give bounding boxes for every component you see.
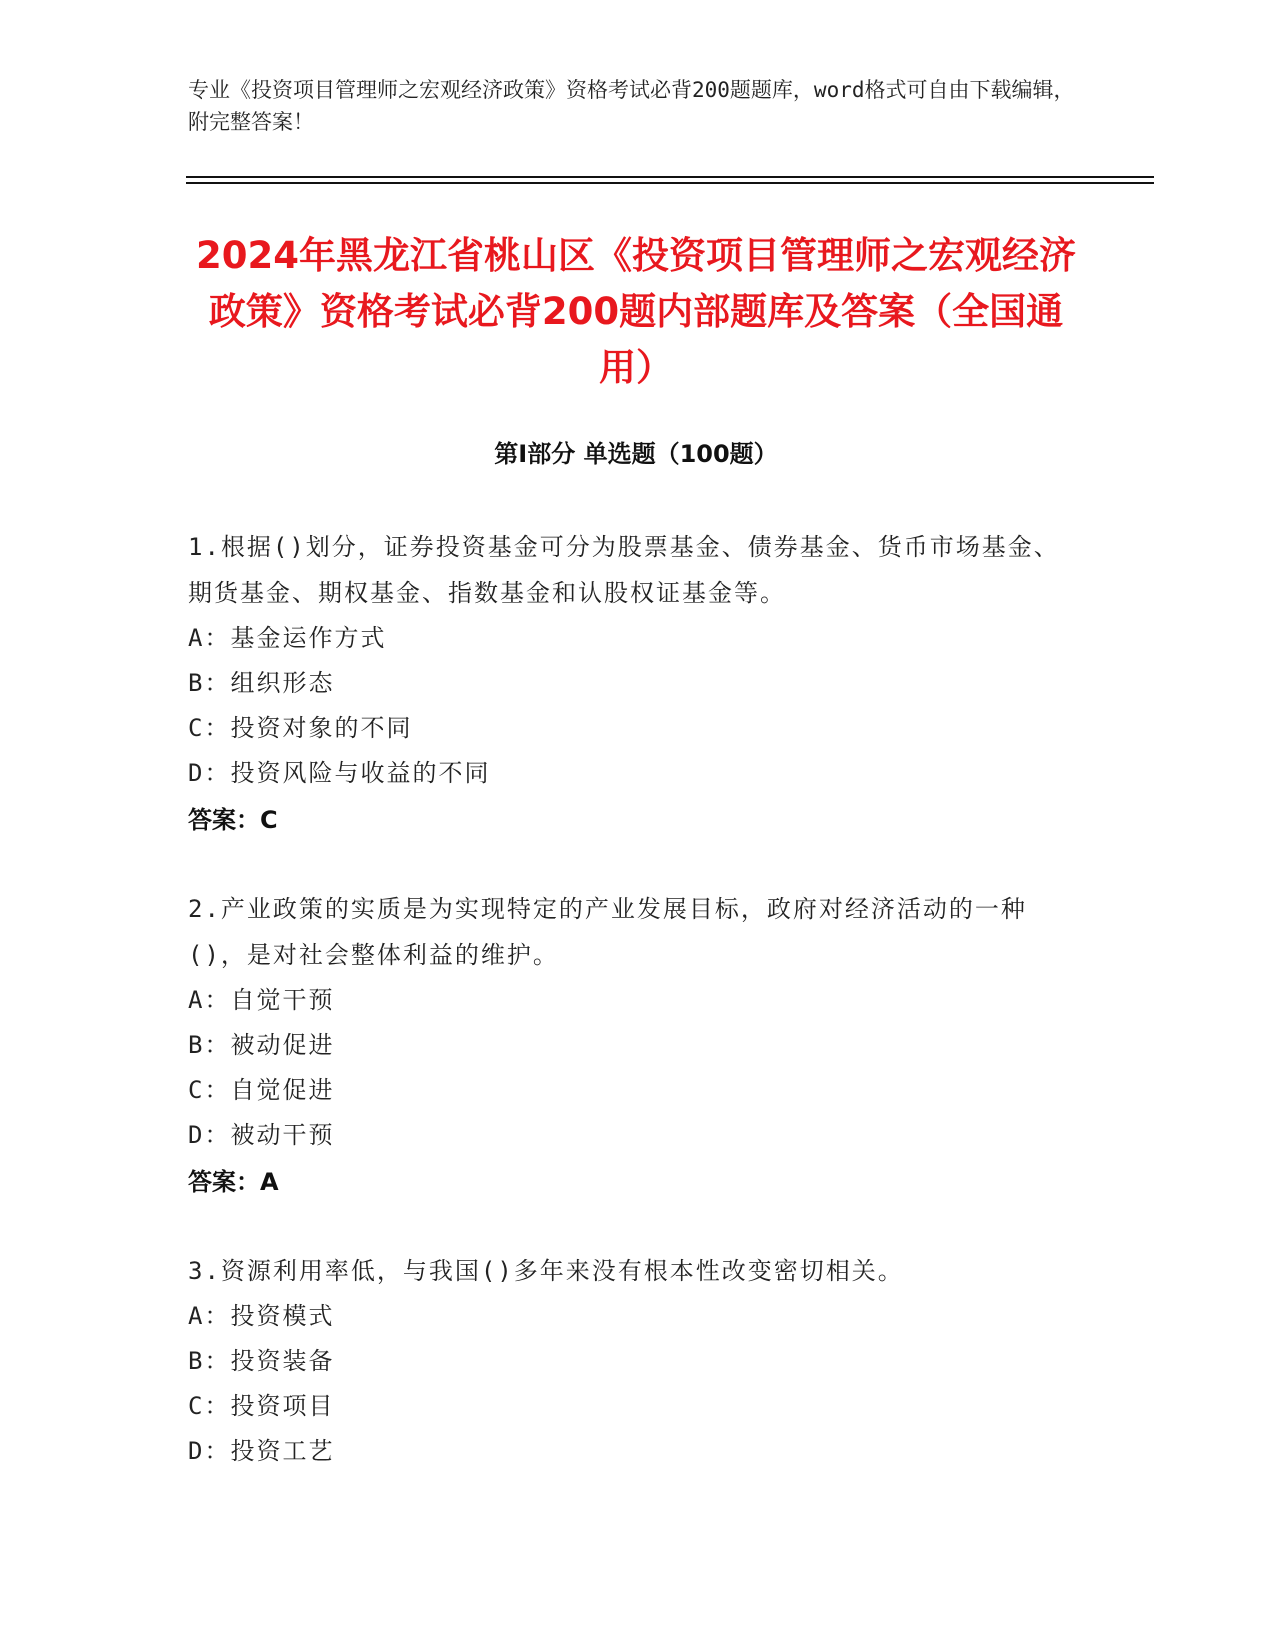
- section-title: 第Ⅰ部分 单选题（100题）: [494, 440, 778, 468]
- option-d: D：被动干预: [188, 1121, 335, 1149]
- option-a: A：自觉干预: [188, 986, 335, 1014]
- question-3: [188, 1248, 1068, 1474]
- question-2: [188, 886, 1068, 1206]
- option-a: A：投资模式: [188, 1302, 335, 1330]
- header-rule-bottom: [186, 182, 1154, 184]
- option-c: C：投资对象的不同: [188, 714, 413, 742]
- header-rule-top: [186, 176, 1154, 178]
- option-d: D：投资工艺: [188, 1437, 335, 1465]
- option-b: B：被动促进: [188, 1031, 335, 1059]
- header-note: 专业《投资项目管理师之宏观经济政策》资格考试必背200题题库，word格式可自由下载编辑，附完整答案！: [188, 78, 1075, 134]
- option-c: C：投资项目: [188, 1392, 335, 1420]
- question-stem: 3.资源利用率低，与我国()多年来没有根本性改变密切相关。: [188, 1257, 904, 1285]
- option-a: A：基金运作方式: [188, 624, 387, 652]
- question-list: [188, 524, 1068, 1516]
- option-d: D：投资风险与收益的不同: [188, 759, 491, 787]
- question-stem: 1.根据()划分，证券投资基金可分为股票基金、债券基金、货币市场基金、期货基金、期权基金、指数基金和认股权证基金等。: [188, 533, 1060, 607]
- document-title: 2024年黑龙江省桃山区《投资项目管理师之宏观经济政策》资格考试必背200题内部题库及答案（全国通用）: [196, 234, 1076, 389]
- answer: 答案：A: [188, 1168, 279, 1196]
- option-b: B：投资装备: [188, 1347, 335, 1375]
- option-c: C：自觉促进: [188, 1076, 335, 1104]
- question-stem: 2.产业政策的实质是为实现特定的产业发展目标，政府对经济活动的一种()，是对社会整体利益的维护。: [188, 895, 1027, 969]
- answer: 答案：C: [188, 806, 278, 834]
- question-1: [188, 524, 1068, 844]
- option-b: B：组织形态: [188, 669, 335, 697]
